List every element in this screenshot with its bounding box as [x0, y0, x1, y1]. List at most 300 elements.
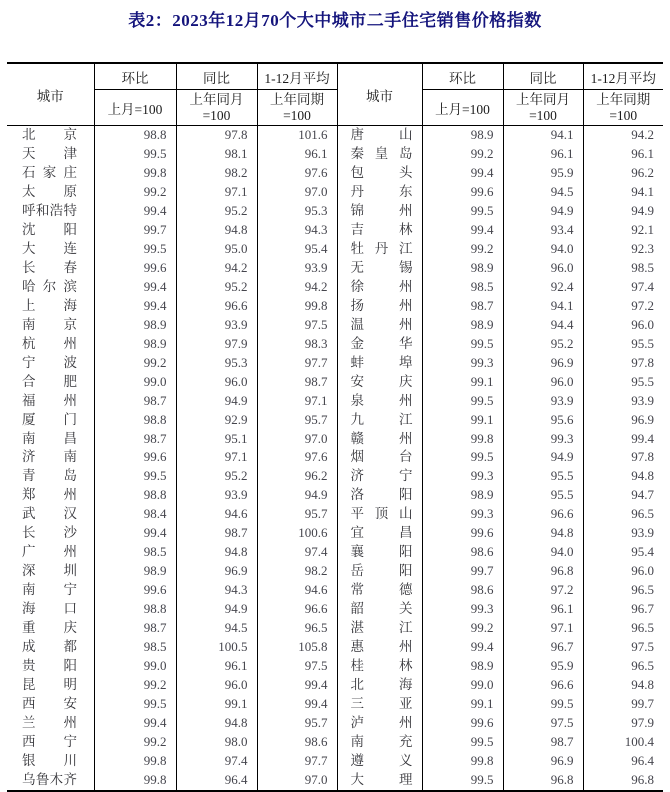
table-row [7, 278, 663, 297]
city-cell-right [337, 392, 422, 411]
avg-base-line1: 上年同期 [270, 91, 324, 107]
mom-value: 98.5 [94, 638, 176, 657]
table-row [7, 771, 663, 791]
city-name: 常德 [350, 582, 413, 598]
city-cell-left [7, 771, 94, 791]
city-name: 乌鲁木齐 [22, 771, 77, 787]
header-avg-right: 1-12月平均 [583, 63, 663, 90]
table-row [7, 676, 663, 695]
yoy-value: 95.2 [176, 278, 257, 297]
city-cell-left [7, 505, 94, 524]
yoy-value: 96.6 [176, 297, 257, 316]
city-name: 福州 [22, 392, 77, 408]
city-cell-right [337, 562, 422, 581]
yoy-value: 98.7 [503, 733, 583, 752]
city-name: 大连 [22, 240, 77, 256]
mom-value: 99.2 [422, 145, 503, 164]
city-name: 郑州 [22, 487, 77, 503]
avg-value: 93.9 [631, 392, 654, 408]
table-row [7, 411, 663, 430]
yoy-value: 95.1 [176, 430, 257, 449]
city-name: 岳阳 [350, 563, 413, 579]
yoy-value: 97.8 [176, 126, 257, 145]
city-cell-left [7, 164, 94, 183]
mom-value: 99.2 [94, 733, 176, 752]
mom-value: 99.8 [422, 430, 503, 449]
mom-value: 99.5 [94, 240, 176, 259]
avg-value: 95.5 [631, 373, 654, 389]
city-cell-right [337, 505, 422, 524]
city-name: 桂林 [350, 658, 413, 674]
header-mom-left: 环比 [94, 63, 176, 90]
mom-value: 99.5 [422, 202, 503, 221]
header-yoy-left: 同比 [176, 63, 257, 90]
city-name: 赣州 [350, 430, 413, 446]
avg-value: 92.3 [631, 240, 654, 256]
avg-value: 94.3 [257, 221, 337, 240]
yoy-value: 93.9 [176, 486, 257, 505]
yoy-value: 96.6 [503, 676, 583, 695]
mom-value: 99.3 [422, 600, 503, 619]
city-cell-left [7, 638, 94, 657]
mom-value: 99.2 [422, 240, 503, 259]
city-cell-right [337, 486, 422, 505]
avg-value: 96.0 [631, 316, 654, 332]
mom-value: 98.9 [94, 316, 176, 335]
city-name: 成都 [22, 639, 77, 655]
yoy-value: 95.0 [176, 240, 257, 259]
mom-value: 99.0 [422, 676, 503, 695]
table-row [7, 126, 663, 145]
mom-value: 99.4 [94, 714, 176, 733]
mom-value: 99.3 [422, 505, 503, 524]
city-name: 洛阳 [350, 487, 413, 503]
avg-value: 97.4 [631, 278, 654, 294]
yoy-value: 97.1 [503, 619, 583, 638]
yoy-value: 94.8 [176, 543, 257, 562]
yoy-value: 96.0 [503, 259, 583, 278]
city-name: 重庆 [22, 620, 77, 636]
city-name: 南昌 [22, 430, 77, 446]
city-cell-left [7, 752, 94, 771]
city-cell-right [337, 335, 422, 354]
table-row [7, 392, 663, 411]
city-cell-right [337, 411, 422, 430]
mom-value: 99.8 [422, 752, 503, 771]
mom-value: 99.5 [94, 695, 176, 714]
city-name: 长沙 [22, 525, 77, 541]
city-cell-left [7, 430, 94, 449]
mom-value: 99.5 [422, 335, 503, 354]
city-cell-left [7, 297, 94, 316]
avg-value: 97.8 [631, 449, 654, 465]
yoy-value: 95.3 [176, 354, 257, 373]
yoy-value: 95.2 [503, 335, 583, 354]
mom-value: 98.9 [422, 316, 503, 335]
city-name: 石家庄 [22, 164, 77, 180]
city-name: 北京 [22, 127, 77, 142]
city-cell-right [337, 145, 422, 164]
mom-value: 98.8 [94, 411, 176, 430]
table-row [7, 581, 663, 600]
city-cell-left [7, 240, 94, 259]
city-name: 昆明 [22, 677, 77, 693]
yoy-value: 96.8 [503, 771, 583, 791]
avg-value: 97.5 [631, 639, 654, 655]
avg-value: 96.0 [631, 563, 654, 579]
city-name: 徐州 [350, 278, 413, 294]
mom-value: 99.1 [422, 411, 503, 430]
city-cell-left [7, 581, 94, 600]
avg-base-line2: =100 [283, 107, 311, 123]
yoy-base-line2: =100 [202, 107, 231, 123]
mom-value: 98.9 [422, 259, 503, 278]
city-name: 大理 [350, 771, 413, 787]
city-cell-left [7, 714, 94, 733]
city-cell-right [337, 126, 422, 145]
city-name: 呼和浩特 [22, 202, 77, 218]
table-row [7, 240, 663, 259]
yoy-value: 97.1 [176, 183, 257, 202]
city-name: 银川 [22, 752, 77, 768]
avg-value: 99.7 [631, 696, 654, 712]
yoy-value: 94.8 [176, 714, 257, 733]
city-name: 厦门 [22, 411, 77, 427]
yoy-value: 95.6 [503, 411, 583, 430]
avg-value: 94.6 [257, 581, 337, 600]
city-cell-left [7, 145, 94, 164]
city-name: 惠州 [350, 639, 413, 655]
avg-value: 93.9 [257, 259, 337, 278]
header-avg-base-left [257, 90, 337, 126]
table-body [7, 126, 663, 791]
mom-value: 98.8 [94, 600, 176, 619]
city-cell-left [7, 695, 94, 714]
city-cell-left [7, 354, 94, 373]
mom-value: 99.5 [422, 733, 503, 752]
yoy-value: 96.0 [176, 373, 257, 392]
city-name: 湛江 [350, 620, 413, 636]
yoy-value: 96.8 [503, 562, 583, 581]
city-name: 唐山 [350, 127, 413, 142]
city-cell-right [337, 543, 422, 562]
city-cell-right [337, 448, 422, 467]
city-name: 秦皇岛 [350, 145, 413, 161]
yoy-value: 94.8 [503, 524, 583, 543]
yoy-base-line2: =100 [529, 107, 557, 123]
mom-value: 99.6 [94, 581, 176, 600]
city-cell-left [7, 486, 94, 505]
header-mom-right: 环比 [422, 63, 503, 90]
yoy-value: 96.9 [176, 562, 257, 581]
avg-value: 99.8 [257, 297, 337, 316]
mom-value: 99.3 [422, 354, 503, 373]
yoy-value: 94.8 [176, 221, 257, 240]
city-cell-right [337, 752, 422, 771]
city-cell-left [7, 126, 94, 145]
city-cell-left [7, 600, 94, 619]
mom-value: 99.8 [94, 752, 176, 771]
city-name: 沈阳 [22, 221, 77, 237]
city-name: 安庆 [350, 373, 413, 389]
city-name: 泉州 [350, 392, 413, 408]
city-name: 韶关 [350, 601, 413, 617]
mom-value: 98.5 [94, 543, 176, 562]
city-cell-left [7, 543, 94, 562]
mom-value: 99.2 [94, 676, 176, 695]
mom-value: 99.4 [94, 202, 176, 221]
city-cell-right [337, 164, 422, 183]
table-row [7, 164, 663, 183]
yoy-value: 97.9 [176, 335, 257, 354]
mom-value: 99.7 [94, 221, 176, 240]
mom-value: 99.6 [422, 524, 503, 543]
yoy-value: 97.5 [503, 714, 583, 733]
city-name: 牡丹江 [350, 240, 413, 256]
avg-value: 105.8 [257, 638, 337, 657]
city-name: 无锡 [350, 259, 413, 275]
city-cell-right [337, 714, 422, 733]
yoy-base-line1: 上年同月 [516, 91, 570, 107]
avg-value: 98.2 [257, 562, 337, 581]
mom-value: 99.1 [422, 695, 503, 714]
city-name: 宁波 [22, 354, 77, 370]
table-header [7, 63, 663, 126]
city-cell-right [337, 600, 422, 619]
header-row-2 [7, 90, 663, 126]
mom-value: 99.5 [94, 145, 176, 164]
table-row [7, 600, 663, 619]
table-row [7, 297, 663, 316]
yoy-value: 94.9 [176, 392, 257, 411]
avg-value: 100.4 [624, 734, 654, 749]
mom-value: 98.9 [94, 562, 176, 581]
yoy-value: 92.4 [503, 278, 583, 297]
city-cell-left [7, 183, 94, 202]
avg-value: 95.7 [257, 505, 337, 524]
city-name: 金华 [350, 335, 413, 351]
table-row [7, 562, 663, 581]
yoy-value: 98.1 [176, 145, 257, 164]
mom-value: 99.6 [94, 448, 176, 467]
mom-value: 98.8 [94, 126, 176, 145]
table-row [7, 183, 663, 202]
avg-base-line1: 上年同期 [596, 91, 651, 107]
avg-value: 97.5 [257, 316, 337, 335]
mom-value: 98.7 [422, 297, 503, 316]
mom-value: 98.6 [422, 581, 503, 600]
city-cell-right [337, 676, 422, 695]
table-row [7, 714, 663, 733]
city-cell-left [7, 335, 94, 354]
city-cell-right [337, 638, 422, 657]
mom-value: 98.6 [422, 543, 503, 562]
yoy-value: 96.1 [503, 600, 583, 619]
yoy-value: 93.9 [503, 392, 583, 411]
yoy-value: 98.7 [176, 524, 257, 543]
yoy-value: 94.0 [503, 240, 583, 259]
city-cell-right [337, 221, 422, 240]
city-cell-right [337, 619, 422, 638]
table-row [7, 316, 663, 335]
avg-value: 96.2 [257, 467, 337, 486]
mom-value: 98.8 [94, 486, 176, 505]
mom-value: 99.0 [94, 657, 176, 676]
mom-value: 99.6 [422, 714, 503, 733]
table-row [7, 335, 663, 354]
table-row [7, 373, 663, 392]
mom-value: 98.9 [422, 126, 503, 145]
avg-value: 99.4 [257, 695, 337, 714]
yoy-value: 94.1 [503, 126, 583, 145]
avg-value: 96.5 [631, 582, 654, 598]
avg-value: 96.4 [631, 752, 654, 768]
city-cell-left [7, 448, 94, 467]
table-row [7, 543, 663, 562]
price-index-table [7, 62, 663, 792]
city-cell-left [7, 392, 94, 411]
yoy-value: 95.9 [503, 657, 583, 676]
avg-value: 96.5 [257, 619, 337, 638]
mom-value: 99.5 [94, 467, 176, 486]
yoy-value: 94.9 [503, 448, 583, 467]
city-cell-left [7, 316, 94, 335]
avg-value: 96.9 [631, 411, 654, 427]
table-row [7, 752, 663, 771]
city-cell-right [337, 259, 422, 278]
city-name: 贵阳 [22, 658, 77, 674]
yoy-value: 94.0 [503, 543, 583, 562]
mom-value: 99.4 [94, 297, 176, 316]
mom-value: 99.2 [94, 354, 176, 373]
avg-value: 96.5 [631, 620, 654, 636]
mom-value: 99.6 [94, 259, 176, 278]
city-name: 扬州 [350, 297, 413, 313]
avg-value: 98.5 [631, 259, 654, 275]
table-row [7, 619, 663, 638]
header-yoy-base-right [503, 90, 583, 126]
city-cell-right [337, 657, 422, 676]
yoy-value: 99.3 [503, 430, 583, 449]
avg-value: 96.5 [631, 658, 654, 674]
avg-value: 97.6 [257, 164, 337, 183]
avg-value: 99.4 [257, 676, 337, 695]
city-name: 上海 [22, 297, 77, 313]
city-cell-left [7, 278, 94, 297]
city-name: 济宁 [350, 468, 413, 484]
city-cell-left [7, 467, 94, 486]
mom-value: 99.3 [422, 467, 503, 486]
header-avg-base-right [583, 90, 663, 126]
yoy-value: 93.9 [176, 316, 257, 335]
page-title: 表2：2023年12月70个大中城市二手住宅销售价格指数 [128, 11, 542, 30]
mom-value: 99.5 [422, 771, 503, 791]
yoy-value: 95.5 [503, 467, 583, 486]
city-name: 包头 [350, 164, 413, 180]
yoy-value: 94.9 [176, 600, 257, 619]
city-cell-right [337, 581, 422, 600]
table-row [7, 202, 663, 221]
avg-value: 94.1 [631, 183, 654, 199]
table-row [7, 733, 663, 752]
city-name: 烟台 [350, 449, 413, 465]
city-cell-left [7, 562, 94, 581]
city-cell-right [337, 733, 422, 752]
mom-value: 99.4 [94, 524, 176, 543]
avg-value: 95.7 [257, 714, 337, 733]
avg-value: 97.2 [631, 297, 654, 313]
yoy-value: 94.5 [503, 183, 583, 202]
table-row [7, 638, 663, 657]
mom-value: 99.4 [94, 278, 176, 297]
city-cell-right [337, 430, 422, 449]
avg-value: 94.2 [257, 278, 337, 297]
city-name: 兰州 [22, 715, 77, 731]
city-cell-right [337, 183, 422, 202]
city-name: 吉林 [350, 221, 413, 237]
city-name: 青岛 [22, 468, 77, 484]
city-cell-right [337, 202, 422, 221]
city-cell-right [337, 524, 422, 543]
avg-value: 101.6 [257, 126, 337, 145]
mom-value: 98.9 [422, 657, 503, 676]
avg-value: 97.5 [257, 657, 337, 676]
city-name: 遵义 [350, 752, 413, 768]
yoy-value: 95.5 [503, 486, 583, 505]
city-cell-left [7, 411, 94, 430]
table-row [7, 486, 663, 505]
mom-value: 98.4 [94, 505, 176, 524]
avg-value: 94.9 [631, 202, 654, 218]
yoy-value: 93.4 [503, 221, 583, 240]
avg-value: 98.7 [257, 373, 337, 392]
city-cell-right [337, 278, 422, 297]
city-name: 太原 [22, 183, 77, 199]
avg-value: 98.6 [257, 733, 337, 752]
city-name: 海口 [22, 601, 77, 617]
table-row [7, 448, 663, 467]
mom-value: 98.7 [94, 392, 176, 411]
table-row [7, 221, 663, 240]
mom-value: 99.4 [422, 164, 503, 183]
yoy-base-line1: 上年同月 [189, 91, 244, 107]
yoy-value: 95.9 [503, 164, 583, 183]
city-cell-right [337, 771, 422, 791]
mom-value: 99.2 [422, 619, 503, 638]
avg-value: 94.8 [631, 468, 654, 484]
city-cell-left [7, 259, 94, 278]
city-name: 天津 [22, 145, 77, 161]
mom-value: 98.7 [94, 430, 176, 449]
mom-value: 98.9 [422, 486, 503, 505]
avg-value: 99.4 [631, 430, 654, 446]
mom-value: 99.8 [94, 164, 176, 183]
city-name: 杭州 [22, 335, 77, 351]
mom-value: 98.5 [422, 278, 503, 297]
city-cell-right [337, 240, 422, 259]
city-name: 哈尔滨 [22, 278, 77, 294]
avg-value: 96.1 [257, 145, 337, 164]
avg-value: 95.7 [257, 411, 337, 430]
yoy-value: 99.5 [503, 695, 583, 714]
yoy-value: 97.1 [176, 448, 257, 467]
mom-value: 98.9 [94, 335, 176, 354]
city-name: 西安 [22, 696, 77, 712]
city-name: 九江 [350, 411, 413, 427]
yoy-value: 96.0 [176, 676, 257, 695]
yoy-value: 94.4 [503, 316, 583, 335]
avg-value: 95.3 [257, 202, 337, 221]
